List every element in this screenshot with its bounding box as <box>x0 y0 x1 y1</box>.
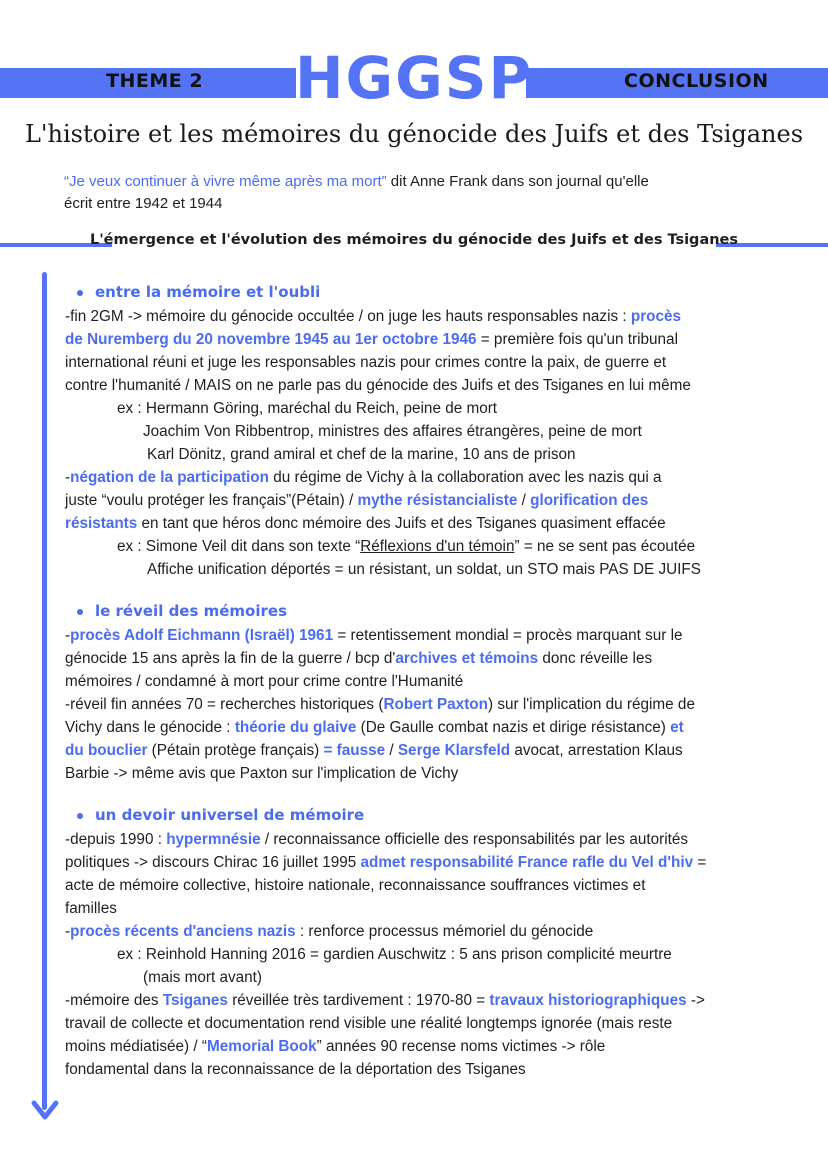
s2-line: Barbie -> même avis que Paxton sur l'implication de Vichy <box>65 765 459 782</box>
s1-example: Karl Dönitz, grand amiral et chef de la marine, 10 ans de prison <box>147 446 576 463</box>
s2-line: mémoires / condamné à mort pour crime contre l'Humanité <box>65 673 464 690</box>
theme-label: THEME 2 <box>106 70 204 92</box>
s1-example: Joachim Von Ribbentrop, ministres des affaires étrangères, peine de mort <box>143 423 642 440</box>
s3-line: -depuis 1990 : hypermnésie / reconnaissance officielle des responsabilités par les autorités <box>65 831 688 848</box>
timeline-line <box>42 272 47 1110</box>
s3-line: fondamental dans la reconnaissance de la déportation des Tsiganes <box>65 1061 526 1078</box>
s1-line: contre l'humanité / MAIS on ne parle pas du génocide des Juifs et des Tsiganes en lui même <box>65 377 691 394</box>
quote-attribution-2: écrit entre 1942 et 1944 <box>64 195 223 212</box>
s1-line: international réuni et juge les responsables nazis pour crimes contre la paix, de guerre et <box>65 354 667 371</box>
s2-line: Vichy dans le génocide : théorie du glaive (De Gaulle combat nazis et dirige résistance) et <box>65 719 684 736</box>
s3-line: -mémoire des Tsiganes réveillée très tardivement : 1970-80 = travaux historiographiques -> <box>65 992 705 1009</box>
s3-line: -procès récents d'anciens nazis : renforce processus mémoriel du génocide <box>65 923 594 940</box>
s3-example: ex : Reinhold Hanning 2016 = gardien Auschwitz : 5 ans prison complicité meurtre <box>117 946 672 963</box>
s1-line: juste “voulu protéger les français”(Pétain) / mythe résistancialiste / glorification des <box>65 492 649 509</box>
s2-line: génocide 15 ans après la fin de la guerre / bcp d'archives et témoins donc réveille les <box>65 650 653 667</box>
section-2-heading: le réveil des mémoires <box>77 599 790 624</box>
s3-line: familles <box>65 900 117 917</box>
anne-frank-quote: “Je veux continuer à vivre même après ma mort” <box>64 173 387 190</box>
s2-line: -procès Adolf Eichmann (Israël) 1961 = retentissement mondial = procès marquant sur le <box>65 627 683 644</box>
s3-line: acte de mémoire collective, histoire nationale, reconnaissance souffrances victimes et <box>65 877 646 894</box>
s1-line: de Nuremberg du 20 novembre 1945 au 1er octobre 1946 = première fois qu'un tribunal <box>65 331 678 348</box>
s1-line: résistants en tant que héros donc mémoire des Juifs et des Tsiganes quasiment effacée <box>65 515 666 532</box>
s2-line: -réveil fin années 70 = recherches historiques (Robert Paxton) sur l'implication du régime de <box>65 696 695 713</box>
s3-line: moins médiatisée) / “Memorial Book” années 90 recense noms victimes -> rôle <box>65 1038 606 1055</box>
s1-example: ex : Simone Veil dit dans son texte “Réflexions d'un témoin” = ne se sent pas écoutée <box>117 538 696 555</box>
s3-example: (mais mort avant) <box>143 969 262 986</box>
section-1-heading: entre la mémoire et l'oubli <box>77 280 790 305</box>
s3-line: politiques -> discours Chirac 16 juillet 1995 admet responsabilité France rafle du Vel d'hiv = <box>65 854 707 871</box>
page-title: L'histoire et les mémoires du génocide des Juifs et des Tsiganes <box>24 120 804 148</box>
s1-example: Affiche unification déportés = un résistant, un soldat, un STO mais PAS DE JUIFS <box>147 561 701 578</box>
s1-line: -négation de la participation du régime de Vichy à la collaboration avec les nazis qui a <box>65 469 662 486</box>
section-3-heading: un devoir universel de mémoire <box>77 803 790 828</box>
conclusion-label: CONCLUSION <box>624 70 769 92</box>
s3-line: travail de collecte et documentation rend visible une réalité longtemps ignorée (mais reste <box>65 1015 673 1032</box>
bullet-icon <box>77 609 83 615</box>
quote-attribution: dit Anne Frank dans son journal qu'elle <box>386 173 649 190</box>
intro-quote <box>64 171 764 215</box>
bullet-icon <box>77 290 83 296</box>
brand-logo: HGGSP <box>294 44 534 112</box>
bullet-icon <box>77 813 83 819</box>
s1-example: ex : Hermann Göring, maréchal du Reich, peine de mort <box>117 400 498 417</box>
content <box>65 280 790 1081</box>
s2-line: du bouclier (Pétain protège français) = fausse / Serge Klarsfeld avocat, arrestation Klaus <box>65 742 683 759</box>
arrow-down-icon <box>30 1097 60 1125</box>
s1-line: -fin 2GM -> mémoire du génocide occultée / on juge les hauts responsables nazis : procès <box>65 308 682 325</box>
section-heading: L'émergence et l'évolution des mémoires du génocide des Juifs et des Tsiganes <box>89 232 739 248</box>
